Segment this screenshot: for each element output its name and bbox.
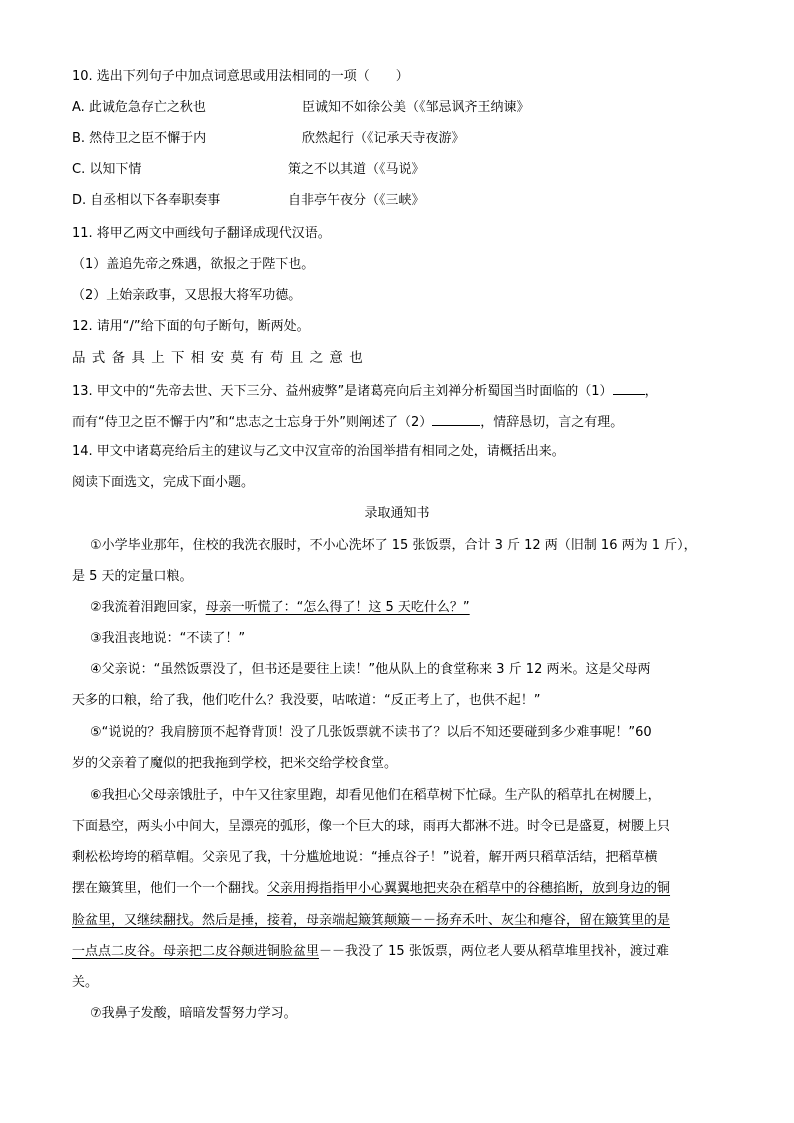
passage-p3: ③我沮丧地说：“不读了！” bbox=[90, 631, 246, 646]
q10-option-b: B. 然侍卫之臣不懈于内 bbox=[72, 131, 207, 146]
passage-p6-line-1: ⑥我担心父母亲饿肚子，中午又往家里跑，却看见他们在稻草树下忙碌。生产队的稻草扎在树腰上， bbox=[90, 788, 661, 803]
q11-stem: 11. 将甲乙两文中画线句子翻译成现代汉语。 bbox=[72, 226, 331, 241]
q10-option-c-compare: 策之不以其道（《马说》 bbox=[288, 162, 425, 177]
q11-sentence-2: （2）上始亲政事，又思报大将军功德。 bbox=[72, 288, 302, 303]
q10-option-c: C. 以知下情 bbox=[72, 162, 142, 177]
passage-p4-line-2: 天多的口粮，给了我，他们吃什么？我没要，咕哝道：“反正考上了，也供不起！” bbox=[72, 693, 541, 708]
q10-option-b-compare: 欣然起行（《记承天寺夜游》 bbox=[302, 131, 465, 146]
passage-p6-line-6 bbox=[72, 943, 669, 961]
q13-line-1-text: 13. 甲文中的“先帝去世、天下三分、益州疲弊”是诸葛亮向后主刘禅分析蜀国当时面临的（1） bbox=[72, 384, 613, 399]
q13-line-2-text: 而有“侍卫之臣不懈于内”和“忠志之士忘身于外”则阐述了（2） bbox=[72, 415, 433, 430]
passage-p6-line-4-underlined: 父亲用拇指指甲小心翼翼地把夹杂在稻草中的谷穗掐断，放到身边的铜 bbox=[267, 881, 671, 896]
q10-option-a: A. 此诚危急存亡之秋也 bbox=[72, 100, 206, 115]
q13-line-2 bbox=[72, 412, 623, 432]
q10-option-d: D. 自丞相以下各奉职奏事 bbox=[72, 193, 221, 208]
passage-p5-line-1: ⑤“说说的？我肩膀顶不起脊背顶！没了几张饭票就不读书了？以后不知还要碰到多少难事呢！”60 bbox=[90, 725, 652, 740]
passage-p5-line-2: 岁的父亲着了魔似的把我拖到学校，把米交给学校食堂。 bbox=[72, 756, 398, 771]
q13-blank-1[interactable] bbox=[613, 381, 645, 395]
q13-line-1-end: ， bbox=[644, 384, 658, 399]
passage-p6-line-3: 剩松松垮垮的稻草帽。父亲见了我，十分尴尬地说：“捶点谷子！”说着，解开两只稻草活结，把稻草横 bbox=[72, 850, 658, 865]
passage-p6-line-4 bbox=[72, 880, 670, 898]
q13-line-1 bbox=[72, 381, 658, 401]
passage-title: 录取通知书 bbox=[364, 506, 430, 521]
passage-p2-underlined: 母亲一听慌了：“怎么得了！这 5 天吃什么？” bbox=[205, 600, 470, 615]
q13-blank-2[interactable] bbox=[432, 412, 480, 426]
q10-stem: 10. 选出下列句子中加点词意思或用法相同的一项（ ） bbox=[72, 69, 409, 84]
passage-p2 bbox=[90, 599, 470, 617]
passage-p6-line-2: 下面悬空，两头小中间大，呈漂亮的弧形，像一个巨大的球，雨再大都淋不进。时令已是盛夏，树腰上只 bbox=[72, 819, 671, 834]
passage-p2-text: ②我流着泪跑回家， bbox=[90, 600, 206, 615]
q14-stem: 14. 甲文中诸葛亮给后主的建议与乙文中汉宣帝的治国举措有相同之处，请概括出来。 bbox=[72, 444, 565, 459]
passage-p6-line-5-underlined: 脸盆里，又继续翻找。然后是捶，接着，母亲端起簸箕颠簸－－扬弃禾叶、灰尘和瘪谷，留在簸箕里的是 bbox=[72, 913, 671, 928]
q10-option-a-compare: 臣诚知不如徐公美（《邹忌讽齐王纳谏》 bbox=[302, 100, 530, 115]
passage-p6-line-7: 关。 bbox=[72, 975, 99, 990]
q13-line-2-end: ，情辞恳切，言之有理。 bbox=[480, 415, 624, 430]
passage-p6-line-6-underlined: 一点点二皮谷。母亲把二皮谷颠进铜脸盆里 bbox=[72, 944, 320, 959]
q12-stem: 12. 请用“/”给下面的句子断句，断两处。 bbox=[72, 319, 310, 334]
q10-option-d-compare: 自非亭午夜分（《三峡》 bbox=[288, 193, 425, 208]
passage-p1-line-2: 是 5 天的定量口粮。 bbox=[72, 569, 193, 584]
passage-p6-line-6-text: －－我没了 15 张饭票，两位老人要从稻草堆里找补，渡过难 bbox=[319, 944, 669, 959]
q12-sentence: 品式备具上下相安莫有苟且之意也 bbox=[72, 350, 369, 366]
passage-p4-line-1: ④父亲说：“虽然饭票没了，但书还是要往上读！”他从队上的食堂称来 3 斤 12 两米。这是父母两 bbox=[90, 662, 651, 677]
passage-p6-line-4-text: 摆在簸箕里，他们一个一个翻找。 bbox=[72, 881, 268, 896]
reading-intro: 阅读下面选文，完成下面小题。 bbox=[72, 475, 255, 490]
q11-sentence-1: （1）盖追先帝之殊遇，欲报之于陛下也。 bbox=[72, 257, 315, 272]
passage-p7: ⑦我鼻子发酸，暗暗发誓努力学习。 bbox=[90, 1006, 297, 1021]
passage-p1-line-1: ①小学毕业那年，住校的我洗衣服时，不小心洗坏了 15 张饭票，合计 3 斤 12 两（旧制 16 两为 1 斤）， bbox=[90, 538, 697, 553]
